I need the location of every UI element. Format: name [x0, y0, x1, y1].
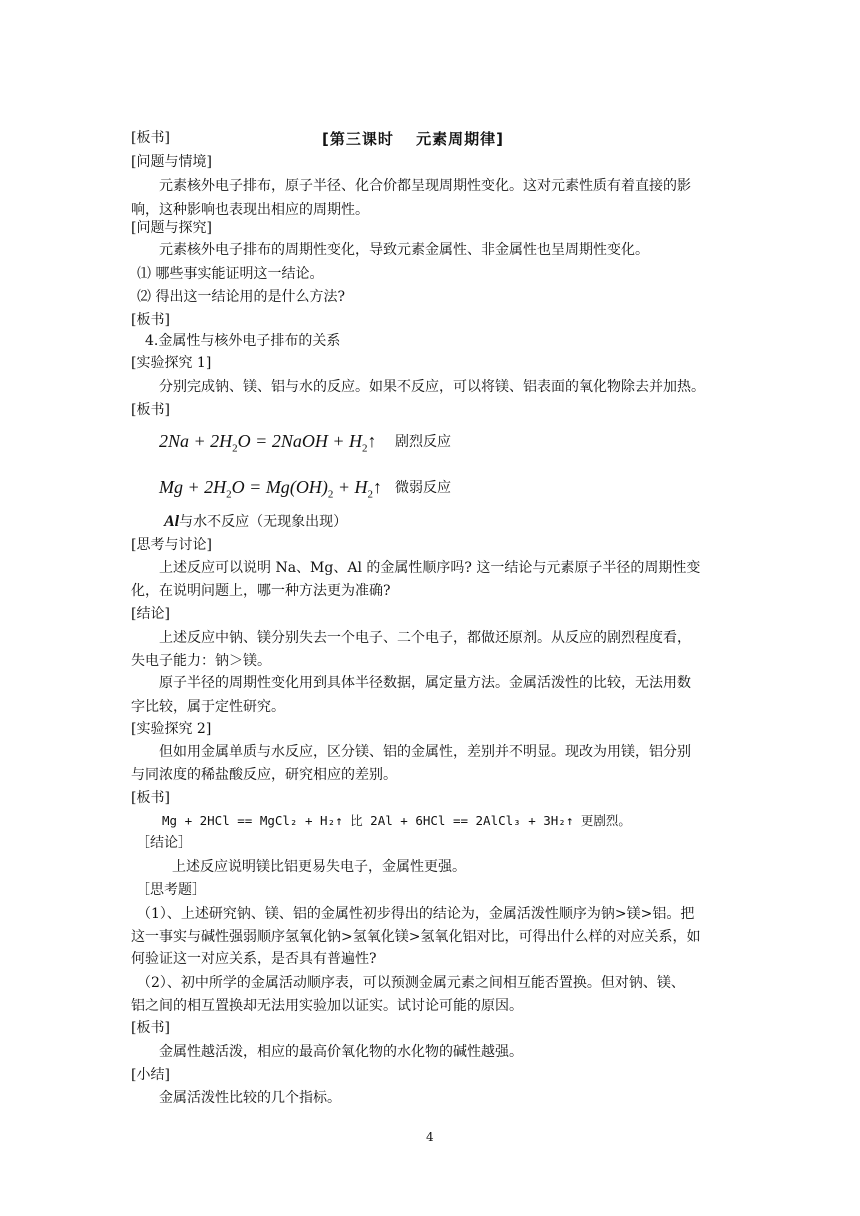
equation-sodium-water: $2Na + 2H_2O$ = 2NaOH + $H_2↑$ — [159, 431, 377, 455]
paragraph-line: 这一事实与碱性强弱顺序氢氧化钠>氢氧化镁>氢氧化铝对比，可得出什么样的对应关系，如 — [131, 929, 701, 945]
section-thinking-questions: ［思考题］ — [136, 882, 206, 898]
al-symbol: Al — [164, 513, 180, 530]
paragraph-line: 元素核外电子排布的周期性变化，导致元素金属性、非金属性也呈周期性变化。 — [159, 242, 649, 258]
equation-note: 剧烈反应 — [395, 434, 451, 450]
aluminum-note-text: 与水不反应（无现象出现） — [179, 514, 348, 530]
section-board: [板书] — [131, 790, 170, 806]
section-board: [板书] — [131, 402, 170, 418]
paragraph-line: 元素核外电子排布，原子半径、化合价都呈现周期性变化。这对元素性质有着直接的影 — [159, 178, 691, 194]
paragraph-line: 响，这种影响也表现出相应的周期性。 — [131, 202, 369, 218]
paragraph-line: 上述反应中钠、镁分别失去一个电子、二个电子，都做还原剂。从反应的剧烈程度看， — [159, 630, 691, 646]
section-question-inquiry: [问题与探究] — [131, 220, 212, 236]
section-question-context: [问题与情境] — [131, 154, 212, 170]
equation-hcl-comparison: Mg + 2HCl == MgCl₂ + H₂↑ 比 2Al + 6HCl == 2AlCl₃ + 3H₂↑ 更剧烈。 — [162, 813, 631, 828]
paragraph-line: 金属性越活泼，相应的最高价氧化物的水化物的碱性越强。 — [159, 1044, 523, 1060]
paragraph-line: 上述反应说明镁比铝更易失电子，金属性更强。 — [172, 859, 466, 875]
page-number: 4 — [426, 1130, 434, 1144]
question-item: ⑵ 得出这一结论用的是什么方法? — [137, 289, 345, 305]
section-conclusion: ［结论］ — [136, 835, 192, 851]
paragraph-line: 但如用金属单质与水反应，区分镁、铝的金属性，差别并不明显。现改为用镁，铝分别 — [159, 744, 691, 760]
subheading: 4.金属性与核外电子排布的关系 — [145, 333, 341, 349]
paragraph-line: 原子半径的周期性变化用到具体半径数据，属定量方法。金属活泼性的比较，无法用数 — [159, 675, 691, 691]
paragraph-line: 与同浓度的稀盐酸反应，研究相应的差别。 — [131, 767, 397, 783]
aluminum-note — [164, 512, 347, 532]
section-experiment-2: [实验探究 2] — [131, 721, 212, 737]
board-label: [板书] — [131, 130, 170, 146]
paragraph-line: 金属活泼性比较的几个指标。 — [159, 1090, 341, 1106]
question-item: ⑴ 哪些事实能证明这一结论。 — [137, 266, 324, 282]
lesson-title: [第三课时 元素周期律] — [322, 130, 504, 148]
paragraph-line: 何验证这一对应关系，是否具有普遍性? — [131, 951, 377, 967]
equation-note: 微弱反应 — [395, 480, 451, 496]
section-conclusion: [结论] — [131, 606, 170, 622]
paragraph-line: 字比较，属于定性研究。 — [131, 699, 285, 715]
equation-magnesium-water: $Mg + 2H_2O = Mg(OH)_2$ + $H_2↑$ — [159, 477, 382, 501]
section-experiment-1: [实验探究 1] — [131, 355, 212, 371]
section-board: [板书] — [131, 1020, 170, 1036]
paragraph-line: 化，在说明问题上，哪一种方法更为准确? — [131, 583, 391, 599]
paragraph-line: 失电子能力：钠＞镁。 — [131, 653, 271, 669]
paragraph-line: 分别完成钠、镁、铝与水的反应。如果不反应，可以将镁、铝表面的氧化物除去并加热。 — [159, 379, 705, 395]
question-item: （1）、上述研究钠、镁、铝的金属性初步得出的结论为，金属活泼性顺序为钠>镁>铝。把 — [137, 906, 695, 922]
section-summary: [小结] — [131, 1067, 170, 1083]
question-item: （2）、初中所学的金属活动顺序表，可以预测金属元素之间相互能否置换。但对钠、镁、 — [137, 975, 685, 991]
section-thinking: [思考与讨论] — [131, 537, 212, 553]
section-board: [板书] — [131, 312, 170, 328]
paragraph-line: 上述反应可以说明 Na、Mg、Al 的金属性顺序吗? 这一结论与元素原子半径的周期性变 — [159, 560, 701, 576]
paragraph-line: 铝之间的相互置换却无法用实验加以证实。试讨论可能的原因。 — [131, 998, 523, 1014]
